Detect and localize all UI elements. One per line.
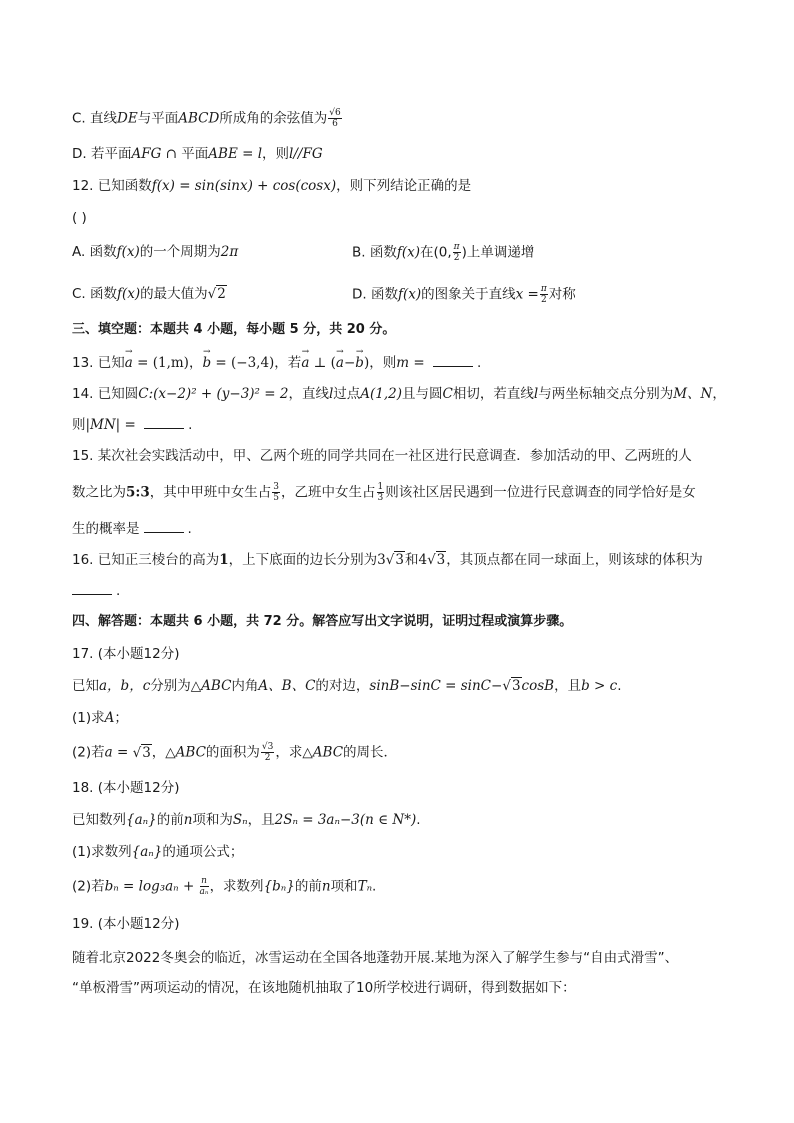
q18-stem: 已知数列{aₙ}的前n项和为Sₙ，且2Sₙ = 3aₙ−3(n ∈ N*). [72, 812, 421, 828]
fraction: $\frac{1}{3}$ [377, 482, 384, 503]
text: C. 直线 [72, 110, 118, 127]
q15-line2: 数之比为5:3，其中甲班中女生占 $\frac{3}{5}$ ，乙班中女生占 $\frac{1}{3}$ 则该社区居民遇到一位进行民意调查的同学恰好是女 [72, 482, 696, 503]
q17-part2: (2)若a = √3，△ABC的面积为 $\frac{√3}{2}$ ，求△ABC的周长． [72, 742, 398, 763]
q12-options-row1 [72, 242, 535, 263]
q17-stem: 已知a，b，c分别为△ABC内角A、B、C的对边，sinB−sinC = sinC−√3cosB，且b > c. [72, 678, 622, 694]
section-3-heading: 三、填空题：本题共 4 小题，每小题 5 分，共 20 分。 [72, 322, 396, 337]
q13: 13. 已知→ a = (1,m)，→ b = (−3,4)，若→ a ⊥ (→ a−→ b)，则m = . [72, 352, 481, 373]
answer-blank[interactable] [144, 518, 184, 533]
math: l//FG [289, 146, 323, 162]
answer-blank[interactable] [433, 352, 473, 367]
q16-line1: 16. 已知正三棱台的高为1，上下底面的边长分别为3√3和4√3，其顶点都在同一球面上，则该球的体积为 [72, 552, 703, 568]
q16-line2: . [72, 580, 120, 601]
math: f(x) = sin(sinx) + cos(cosx) [151, 178, 337, 194]
q12-stem [72, 176, 471, 196]
answer-blank[interactable] [72, 580, 112, 595]
sqrt: √3 [427, 552, 446, 568]
fraction: $\frac{\pi}{2}$ [453, 242, 460, 263]
sqrt: √3 [502, 678, 521, 694]
q12-option-c: C. 函数f(x)的最大值为√2 [72, 286, 226, 302]
sqrt: √2 [207, 286, 226, 302]
q19-heading: 19. (本小题12分) [72, 916, 180, 932]
q18-part1: (1)求数列{aₙ}的通项公式； [72, 844, 244, 860]
math: DE [117, 110, 138, 127]
q18-heading: 18. (本小题12分) [72, 780, 180, 796]
q12-option-a: A. 函数f(x)的一个周期为2π [72, 244, 239, 260]
q12-options-row2 [72, 284, 576, 305]
q12-answer-paren: ( ) [72, 210, 87, 226]
sqrt: √3 [385, 552, 404, 568]
fraction: $\frac{3}{5}$ [273, 482, 280, 503]
math: AFG ∩ [131, 146, 182, 162]
q18-part2: (2)若bₙ = log₃aₙ + $\frac{n}{\text{aₙ}}$ ，求数列{bₙ}的前n项和Tₙ. [72, 876, 377, 897]
text: 所成角的余弦值为 [219, 110, 328, 127]
q11-option-d [72, 144, 323, 164]
q12-option-d: D. 函数f(x)的图象关于直线x = $\frac{\pi}{2}$ 对称 [352, 284, 576, 305]
text: 平面 [181, 146, 209, 162]
fraction: $\frac{n}{\text{aₙ}}$ [199, 876, 209, 897]
sqrt: √3 [132, 744, 151, 761]
fraction: $\frac{√3}{2}$ [261, 742, 274, 763]
q17-heading: 17. (本小题12分) [72, 646, 180, 662]
q19-line1: 随着北京2022冬奥会的临近，冰雪运动在全国各地蓬勃开展.某地为深入了解学生参与“自由式滑雪”、 [72, 950, 679, 966]
text: ，则下列结论正确的是 [336, 178, 472, 194]
section-4-heading: 四、解答题：本题共 6 小题，共 72 分。解答应写出文字说明，证明过程或演算步骤。 [72, 614, 573, 629]
q17-part1: (1)求A； [72, 710, 128, 726]
math: ABE = l [208, 146, 263, 162]
fraction: $\frac{\pi}{2}$ [540, 284, 547, 305]
text: 与平面 [137, 110, 179, 127]
q14-line1: 14. 已知圆C:(x−2)² + (y−3)² = 2，直线l过点A(1,2)且与圆C相切，若直线l与两坐标轴交点分别为M、N， [72, 386, 726, 402]
text: ，则 [262, 146, 290, 162]
q15-line3: 生的概率是 . [72, 518, 192, 539]
q14-line2: 则|MN| = . [72, 414, 192, 435]
q15-line1: 15. 某次社会实践活动中，甲、乙两个班的同学共同在一社区进行民意调查．参加活动的甲、乙两班的人 [72, 448, 692, 464]
text: 12. 已知函数 [72, 178, 152, 194]
q12-option-b: B. 函数f(x)在(0, $\frac{\pi}{2}$ )上单调递增 [352, 242, 535, 263]
math: ABCD [178, 110, 220, 127]
fraction: $\frac{√6}{6}$ [329, 108, 341, 129]
text: D. 若平面 [72, 146, 132, 162]
q19-line2: “单板滑雪”两项运动的情况，在该地随机抽取了10所学校进行调研，得到数据如下： [72, 980, 576, 996]
answer-blank[interactable] [144, 414, 184, 429]
q11-option-c [72, 108, 343, 129]
